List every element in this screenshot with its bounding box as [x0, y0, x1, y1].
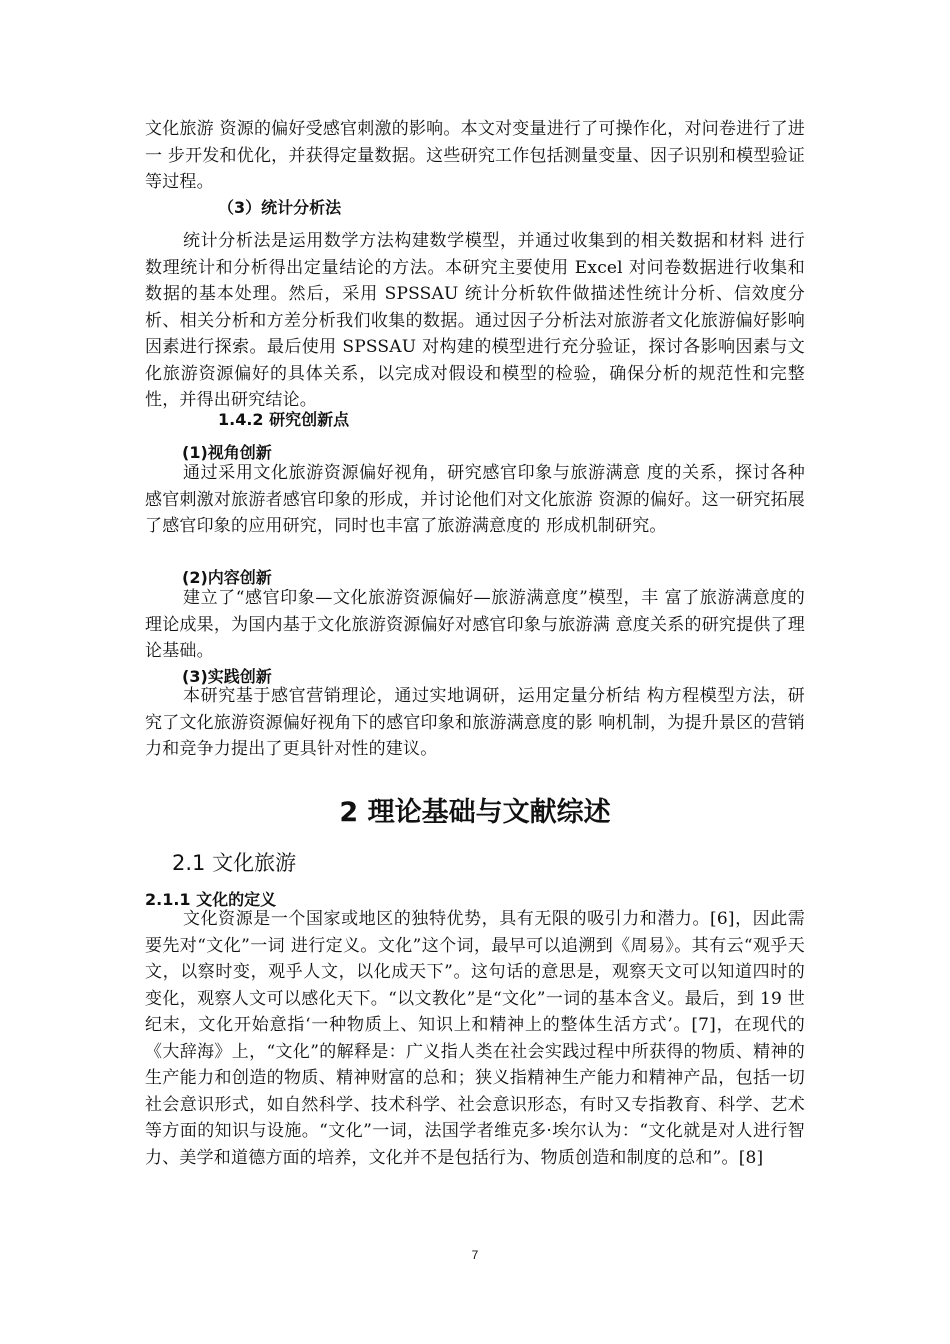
paragraph-practice-innovation: 本研究基于感官营销理论，通过实地调研，运用定量分析结 构方程模型方法，研究了文化旅游资源偏好视角下的感官印象和旅游满意度的影 响机制，为提升景区的营销力和竞争力提出了更具针对性的建议。 [145, 686, 805, 759]
heading-content-innovation: (2)内容创新 [182, 568, 272, 587]
page-number: 7 [471, 1248, 479, 1262]
paragraph-intro: 文化旅游 资源的偏好受感官刺激的影响。本文对变量进行了可操作化，对问卷进行了进一 步开发和优化，并获得定量数据。这些研究工作包括测量变量、因子识别和模型验证等过程。 [145, 119, 805, 192]
paragraph-culture-definition: 文化资源是一个国家或地区的独特优势，具有无限的吸引力和潜力。[6]，因此需要先对“文化”一词 进行定义。文化”这个词，最早可以追溯到《周易》。其有云“观乎天文，以察时变，观乎人文，以化成天下”。这句话的意思是，观察天文可以知道四时的变化，观察人文可以感化天下。“以文教化”是“文化”一词的基本含义。最后，到 19 世纪末，文化开始意指‘一种物质上、知识上和精神上的整体生活方式’。[7]，在现代的《大辞海》上，“文化”的解释是：广义指人类在社会实践过程中所获得的物质、精神的生产能力和创造的物质、精神财富的总和；狭义指精神生产能力和精神产品，包括一切社会意识形式，如自然科学、技术科学、社会意识形态，有时又专指教育、科学、艺术等方面的知识与设施。“文化”一词，法国学者维克多·埃尔认为：“文化就是对人进行智力、美学和道德方面的培养，文化并不是包括行为、物质创造和制度的总和”。[8] [145, 909, 805, 1168]
heading-statistical-method: （3）统计分析法 [218, 198, 342, 217]
heading-1-4-2: 1.4.2 研究创新点 [218, 410, 350, 429]
paragraph-perspective-innovation: 通过采用文化旅游资源偏好视角，研究感官印象与旅游满意 度的关系，探讨各种感官刺激对旅游者感官印象的形成，并讨论他们对文化旅游 资源的偏好。这一研究拓展了感官印象的应用研究，同时也丰富了旅游满意度的 形成机制研究。 [145, 463, 805, 536]
chapter-title: 2 理论基础与文献综述 [339, 797, 611, 828]
heading-practice-innovation: (3)实践创新 [182, 667, 272, 686]
paragraph-content-innovation: 建立了“感官印象—文化旅游资源偏好—旅游满意度”模型，丰 富了旅游满意度的理论成果，为国内基于文化旅游资源偏好对感官印象与旅游满 意度关系的研究提供了理论基础。 [145, 588, 805, 661]
heading-perspective-innovation: (1)视角创新 [182, 443, 272, 462]
section-2-1-title: 2.1 文化旅游 [172, 851, 297, 875]
heading-2-1-1: 2.1.1 文化的定义 [145, 890, 277, 909]
paragraph-statistical-method: 统计分析法是运用数学方法构建数学模型，并通过收集到的相关数据和材料 进行数理统计和分析得出定量结论的方法。本研究主要使用 Excel 对问卷数据进行收集和数据的基本处理。然后，采用 SPSSAU 统计分析软件做描述性统计分析、信效度分析、相关分析和方差分析我们收集的数据。通过因子分析法对旅游者文化旅游偏好影响因素进行探索。最后使用 SPSSAU 对构建的模型进行充分验证，探讨各影响因素与文化旅游资源偏好的具体关系，以完成对假设和模型的检验，确保分析的规范性和完整性，并得出研究结论。 [145, 231, 805, 410]
